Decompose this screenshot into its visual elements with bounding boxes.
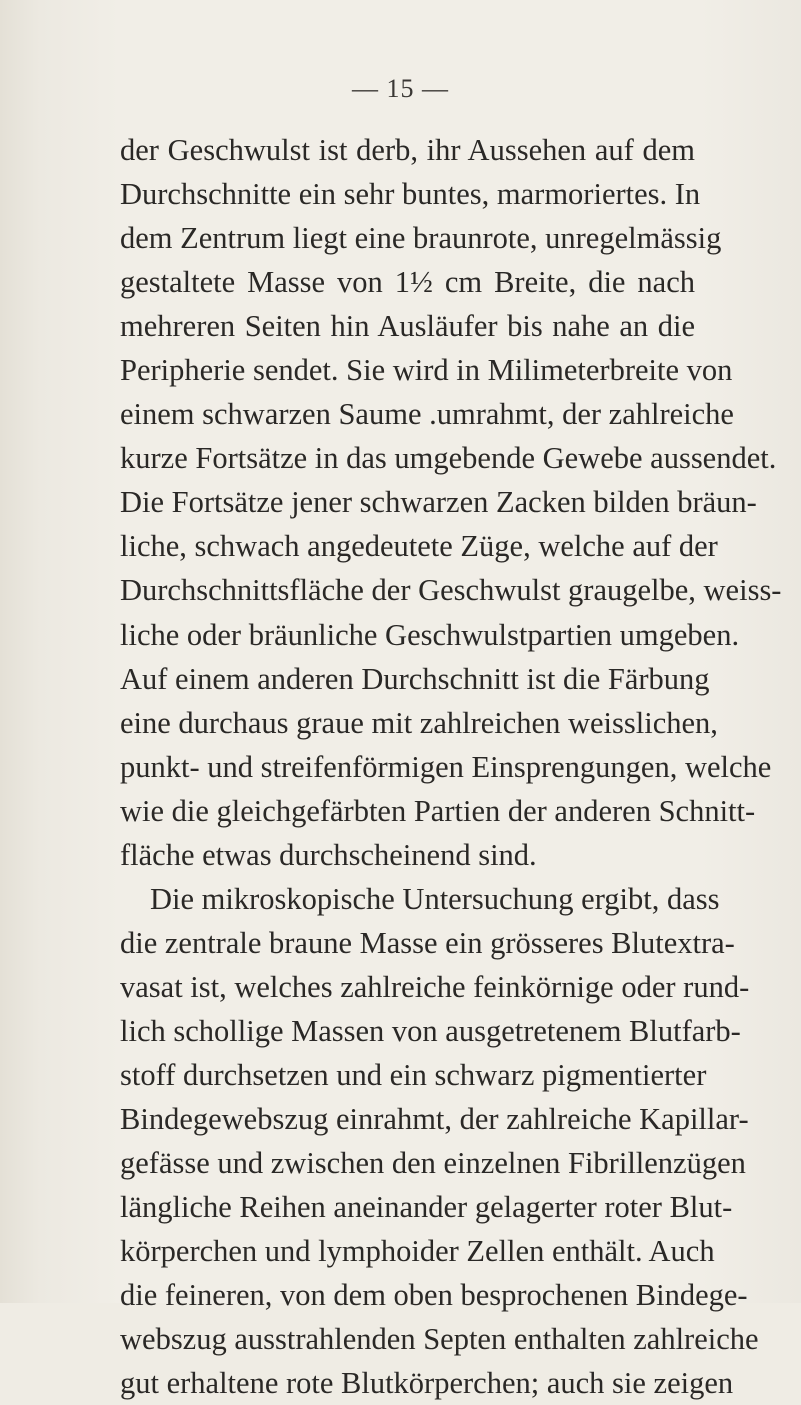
text-line: webszug ausstrahlenden Septen enthalten zahlreiche xyxy=(120,1322,759,1357)
text-line: wie die gleichgefärbten Partien der anderen Schnitt- xyxy=(120,793,756,828)
text-line: kurze Fortsätze in das umgebende Gewebe aussendet. xyxy=(120,441,777,476)
text-line: Bindegewebszug einrahmt, der zahlreiche Kapillar- xyxy=(120,1102,749,1137)
paragraph-start-line: Die mikroskopische Untersuchung ergibt, dass xyxy=(150,881,720,916)
text-line: eine durchaus graue mit zahlreichen weisslichen, xyxy=(120,705,718,740)
text-line: längliche Reihen aneinander gelagerter roter Blut- xyxy=(120,1190,733,1225)
text-line: Auf einem anderen Durchschnitt ist die Färbung xyxy=(120,661,710,696)
text-line: lich schollige Massen von ausgetretenem Blutfarb- xyxy=(120,1013,741,1048)
text-line: gefässe und zwischen den einzelnen Fibrillenzügen xyxy=(120,1146,746,1181)
text-line: stoff durchsetzen und ein schwarz pigmentierter xyxy=(120,1057,707,1092)
text-line: fläche etwas durchscheinend sind. xyxy=(120,837,537,872)
text-line: gut erhaltene rote Blutkörperchen; auch sie zeigen xyxy=(120,1366,734,1401)
page-number: — 15 — xyxy=(352,74,449,103)
text-line: liche oder bräunliche Geschwulstpartien umgeben. xyxy=(120,617,740,652)
text-line: Die Fortsätze jener schwarzen Zacken bilden bräun- xyxy=(120,485,757,520)
text-line: dem Zentrum liegt eine braunrote, unregelmässig xyxy=(120,221,722,256)
text-line: liche, schwach angedeutete Züge, welche auf der xyxy=(120,529,718,564)
text-line: einem schwarzen Saume .umrahmt, der zahlreiche xyxy=(120,397,734,432)
text-line: gestaltete Masse von 1½ cm Breite, die nach xyxy=(120,265,695,300)
text-line: die zentrale braune Masse ein grösseres Blutextra- xyxy=(120,925,735,960)
body-text xyxy=(120,128,782,1405)
text-line: mehreren Seiten hin Ausläufer bis nahe an die xyxy=(120,309,695,344)
text-line: Durchschnittsfläche der Geschwulst graugelbe, weiss- xyxy=(120,573,782,608)
text-line: der Geschwulst ist derb, ihr Aussehen auf dem xyxy=(120,133,695,167)
text-line: körperchen und lymphoider Zellen enthält. Auch xyxy=(120,1234,715,1269)
text-line: die feineren, von dem oben besprochenen Bindege- xyxy=(120,1278,748,1313)
text-line: punkt- und streifenförmigen Einsprengungen, welche xyxy=(120,749,772,784)
text-line: Peripherie sendet. Sie wird in Milimeterbreite von xyxy=(120,353,733,388)
text-line: Durchschnitte ein sehr buntes, marmoriertes. In xyxy=(120,177,701,212)
text-line: vasat ist, welches zahlreiche feinkörnige oder rund- xyxy=(120,969,750,1004)
